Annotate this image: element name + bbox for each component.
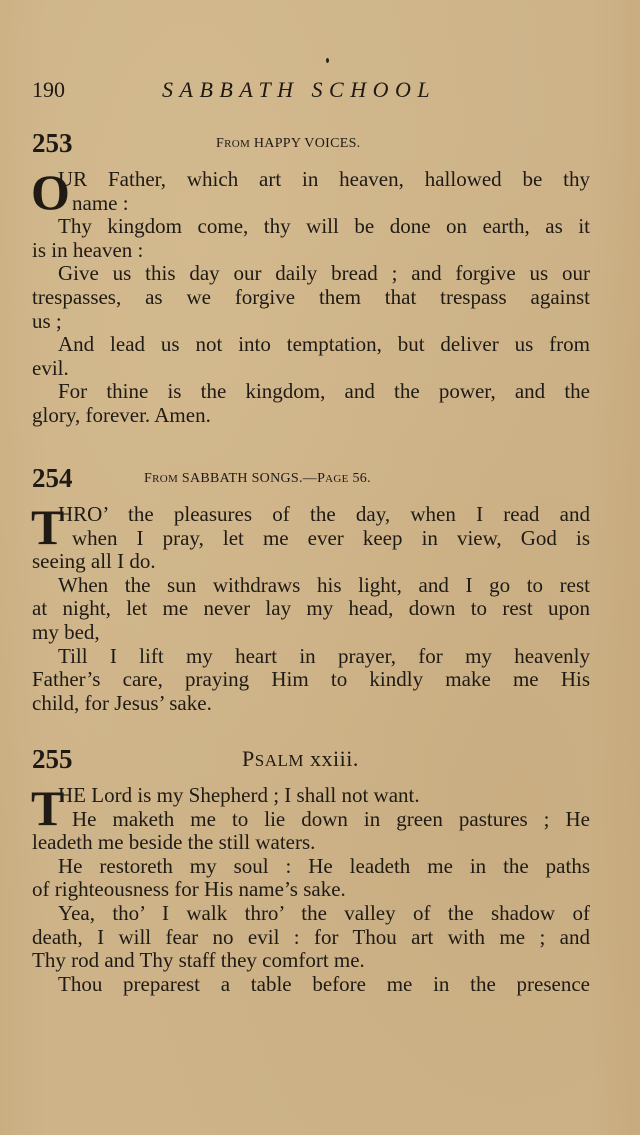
text-line: Thy kingdom come, thy will be done on earth, as it [58,214,590,239]
hymn-number: 253 [32,128,73,158]
text-line: of righteousness for His name’s sake. [32,877,346,902]
text-line: evil. [32,355,69,380]
hymn-253 [32,128,590,428]
text-line: And lead us not into temptation, but deliver us from [58,332,590,357]
text-line: He restoreth my soul : He leadeth me in the paths [58,853,590,878]
hymn-source: FROM SABBATH SONGS.—PAGE 56. [144,471,371,486]
text-line: is in heaven : [32,237,144,262]
text-line: Thy rod and Thy staff they comfort me. [32,948,365,973]
hymn-source: FROM HAPPY VOICES. [216,136,361,151]
ink-speck [326,58,329,63]
text-line: seeing all I do. [32,549,156,574]
text-line: Thou preparest a table before me in the presence [58,971,590,996]
hymn-header [32,128,590,158]
text-line: Yea, tho’ I walk thro’ the valley of the shadow of [58,900,590,925]
hymn-text [31,164,590,428]
hymn-text [31,780,590,996]
hymn-header [32,744,590,774]
drop-cap: T [31,499,65,555]
text-line: glory, forever. Amen. [32,402,211,427]
hymn-number: 254 [32,463,73,493]
text-line: HE Lord is my Shepherd ; I shall not want. [58,783,420,807]
hymn-254 [32,463,590,715]
text-line: death, I will fear no evil : for Thou art with me ; and [32,924,590,949]
text-line: Father’s care, praying Him to kindly make me His [32,667,590,692]
hymn-text [31,499,590,715]
drop-cap: T [31,780,65,836]
text-line: name : [72,190,129,215]
text-line: When the sun withdraws his light, and I go to rest [58,572,590,597]
text-line: my bed, [32,619,100,644]
page-number: 190 [32,77,65,102]
text-line: He maketh me to lie down in green pastures ; He [72,806,590,831]
running-head [32,77,592,105]
drop-cap: O [31,164,70,220]
hymn-title: PSALM xxiii. [242,746,359,771]
text-line: leadeth me beside the still waters. [32,830,316,855]
hymn-number: 255 [32,744,73,774]
hymn-header [32,463,590,493]
text-line: child, for Jesus’ sake. [32,690,212,715]
text-line: Give us this day our daily bread ; and forgive us our [58,261,590,286]
book-title: SABBATH SCHOOL [162,77,437,102]
text-line: Till I lift my heart in prayer, for my heavenly [58,643,590,668]
text-line: trespasses, as we forgive them that trespass against [32,284,590,309]
text-line: at night, let me never lay my head, down to rest upon [32,596,590,621]
hymn-255 [32,744,590,996]
text-line: HRO’ the pleasures of the day, when I read and [58,502,590,526]
text-line: UR Father, which art in heaven, hallowed be thy [58,167,590,191]
text-line: when I pray, let me ever keep in view, God is [72,525,590,550]
text-line: us ; [32,308,62,333]
text-line: For thine is the kingdom, and the power, and the [58,379,590,404]
